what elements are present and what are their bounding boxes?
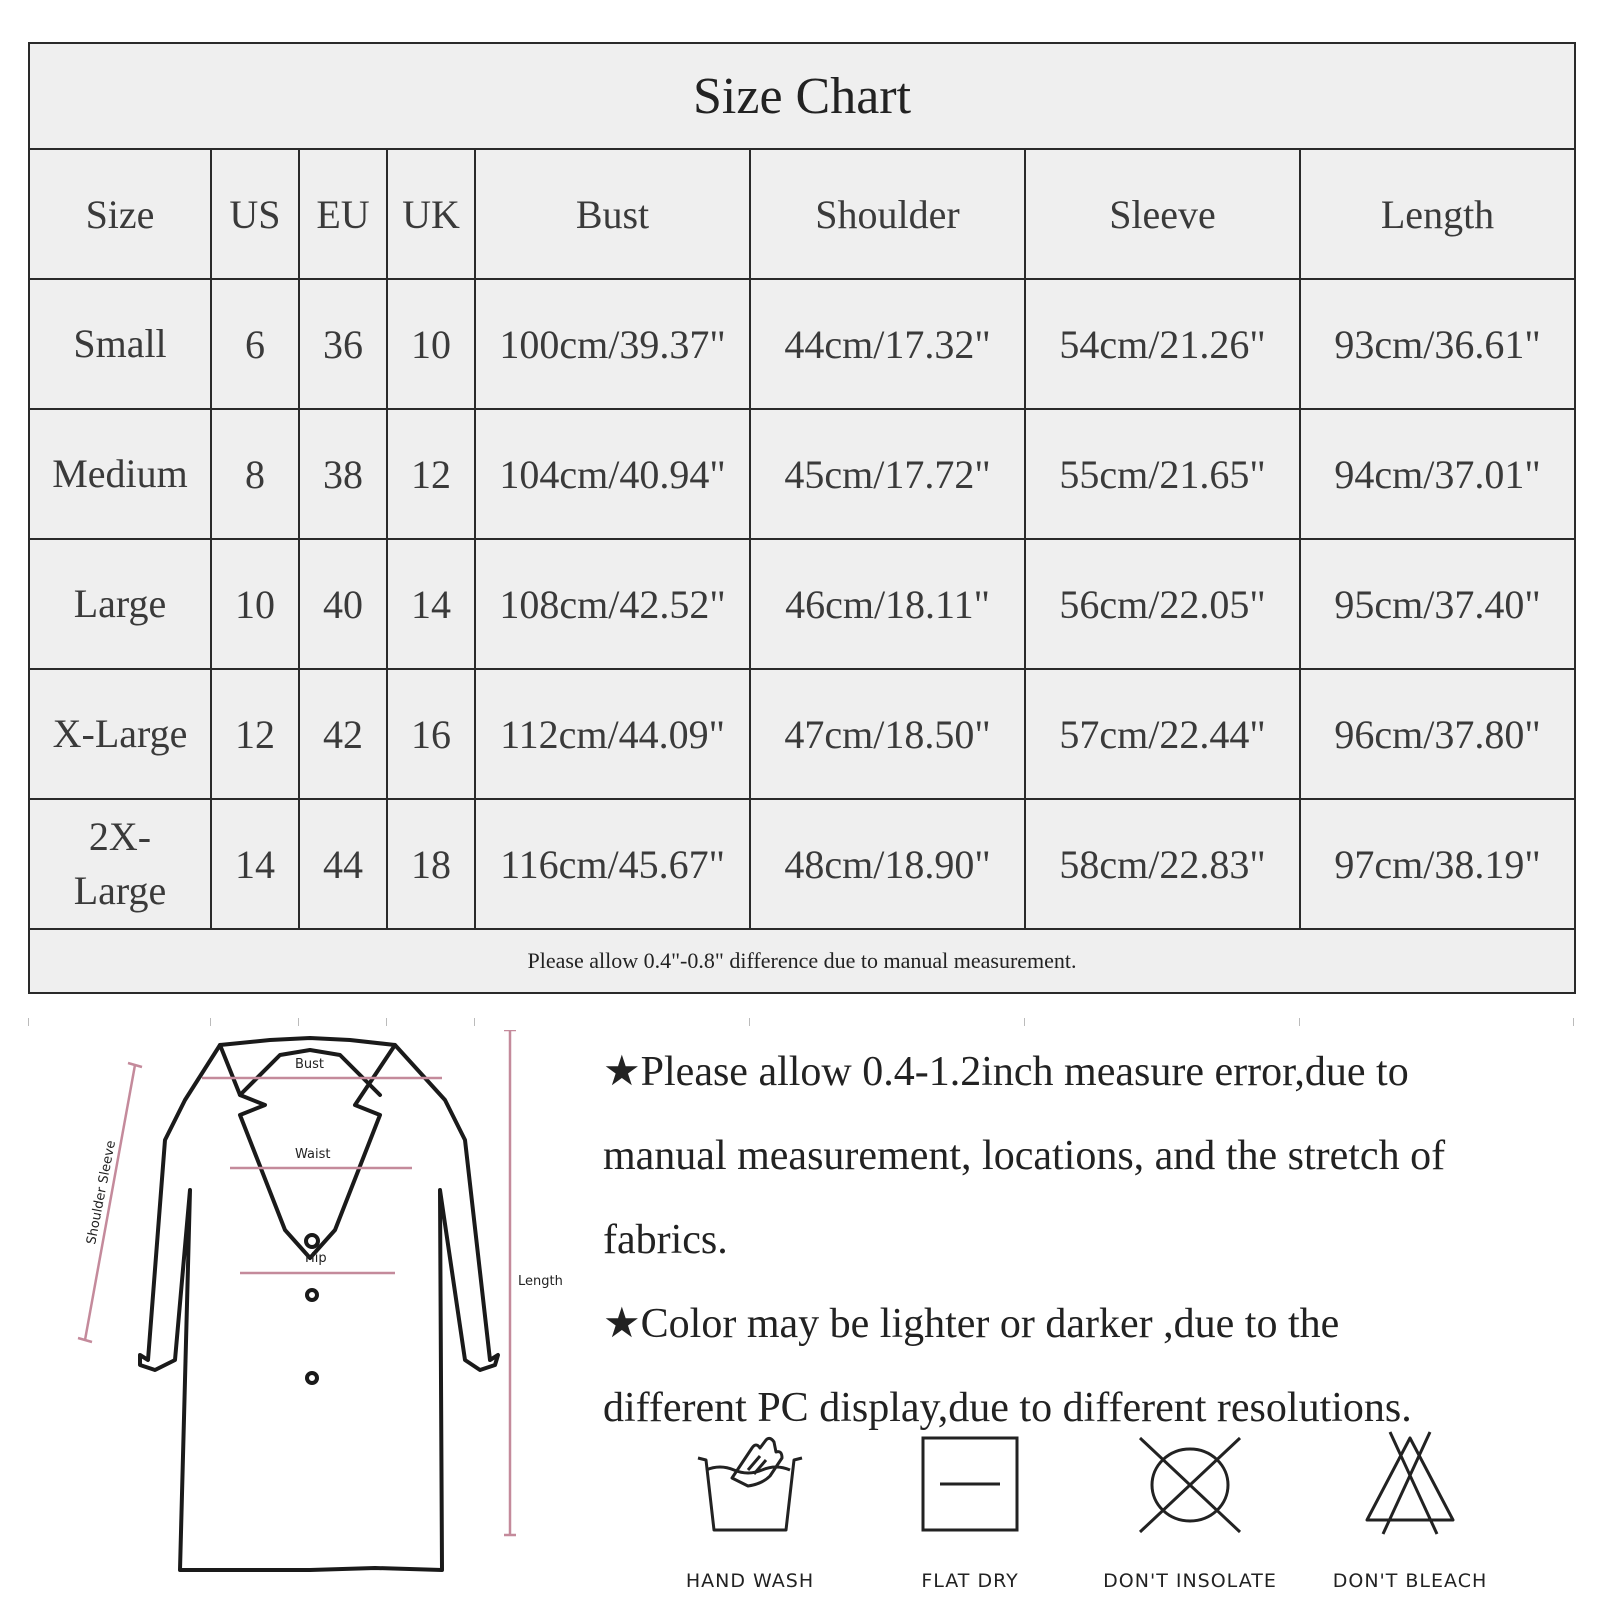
cell-shoulder: 44cm/17.32" [750,279,1025,409]
size-name-text: 2X-Large [73,814,167,913]
table-row [29,799,1575,929]
hand-wash-icon [690,1430,810,1540]
cell-bust: 108cm/42.52" [475,539,750,669]
dont-bleach-icon [1355,1430,1465,1540]
cell-bust: 104cm/40.94" [475,409,750,539]
cell-us: 8 [211,409,299,539]
cell-sleeve: 54cm/21.26" [1025,279,1300,409]
cell-sleeve: 57cm/22.44" [1025,669,1300,799]
table-row [29,539,1575,669]
flat-dry-icon [915,1430,1025,1540]
cell-size: Large [29,539,211,669]
cell-shoulder: 47cm/18.50" [750,669,1025,799]
cell-shoulder: 46cm/18.11" [750,539,1025,669]
table-header-row [29,149,1575,279]
cell-eu: 40 [299,539,387,669]
note-line: fabrics. [603,1217,728,1263]
header-shoulder: Shoulder [750,149,1025,279]
size-chart-table-wrap [28,42,1574,994]
cell-us: 12 [211,669,299,799]
note-line: different PC display,due to different resolutions. [603,1385,1412,1431]
table-footnote: Please allow 0.4"-0.8" difference due to manual measurement. [29,929,1575,993]
table-row [29,409,1575,539]
care-item-dont-bleach [1300,1430,1520,1600]
header-sleeve: Sleeve [1025,149,1300,279]
cell-uk: 18 [387,799,475,929]
cell-eu: 42 [299,669,387,799]
diagram-label-waist: Waist [295,1147,331,1162]
table-row [29,669,1575,799]
header-eu: EU [299,149,387,279]
diagram-label-length: Length [518,1274,563,1289]
header-length: Length [1300,149,1575,279]
cell-length: 93cm/36.61" [1300,279,1575,409]
table-row [29,279,1575,409]
size-chart-table [28,42,1576,994]
header-us: US [211,149,299,279]
cell-eu: 44 [299,799,387,929]
measurement-notes [603,1030,1583,1450]
cell-shoulder: 48cm/18.90" [750,799,1025,929]
cell-us: 10 [211,539,299,669]
cell-uk: 16 [387,669,475,799]
care-label-dont-insolate: DON'T INSOLATE [1103,1570,1277,1592]
cell-uk: 10 [387,279,475,409]
cell-length: 94cm/37.01" [1300,409,1575,539]
care-item-flat-dry [860,1430,1080,1600]
cell-shoulder: 45cm/17.72" [750,409,1025,539]
care-instructions [640,1430,1540,1600]
cell-uk: 14 [387,539,475,669]
cell-us: 14 [211,799,299,929]
coat-measurement-diagram [40,1030,580,1590]
coat-outline-icon [40,1030,580,1590]
cell-us: 6 [211,279,299,409]
cell-size: Medium [29,409,211,539]
cell-length: 97cm/38.19" [1300,799,1575,929]
care-label-flat-dry: FLAT DRY [921,1570,1019,1592]
cell-uk: 12 [387,409,475,539]
note-line: manual measurement, locations, and the stretch of [603,1133,1446,1179]
care-item-hand-wash [640,1430,860,1600]
header-size: Size [29,149,211,279]
cell-size: X-Large [29,669,211,799]
cell-eu: 36 [299,279,387,409]
note-line: ★Please allow 0.4-1.2inch measure error,due to [603,1049,1409,1095]
diagram-label-bust: Bust [295,1057,325,1072]
header-uk: UK [387,149,475,279]
note-line: ★Color may be lighter or darker ,due to the [603,1301,1340,1347]
cell-sleeve: 56cm/22.05" [1025,539,1300,669]
cell-eu: 38 [299,409,387,539]
cell-bust: 100cm/39.37" [475,279,750,409]
cell-length: 96cm/37.80" [1300,669,1575,799]
size-chart-title: Size Chart [29,43,1575,149]
care-item-dont-insolate [1080,1430,1300,1600]
cell-bust: 116cm/45.67" [475,799,750,929]
diagram-label-hip: Hip [305,1251,327,1266]
cell-length: 95cm/37.40" [1300,539,1575,669]
care-label-hand-wash: HAND WASH [685,1570,815,1592]
diagram-label-shoulder-sleeve: Shoulder Sleeve [84,1139,120,1246]
dont-insolate-icon [1130,1430,1250,1540]
care-label-dont-bleach: DON'T BLEACH [1332,1570,1488,1592]
cell-size [29,799,211,929]
divider-ticks [0,1018,1600,1028]
cell-sleeve: 55cm/21.65" [1025,409,1300,539]
cell-sleeve: 58cm/22.83" [1025,799,1300,929]
header-bust: Bust [475,149,750,279]
cell-size: Small [29,279,211,409]
cell-bust: 112cm/44.09" [475,669,750,799]
